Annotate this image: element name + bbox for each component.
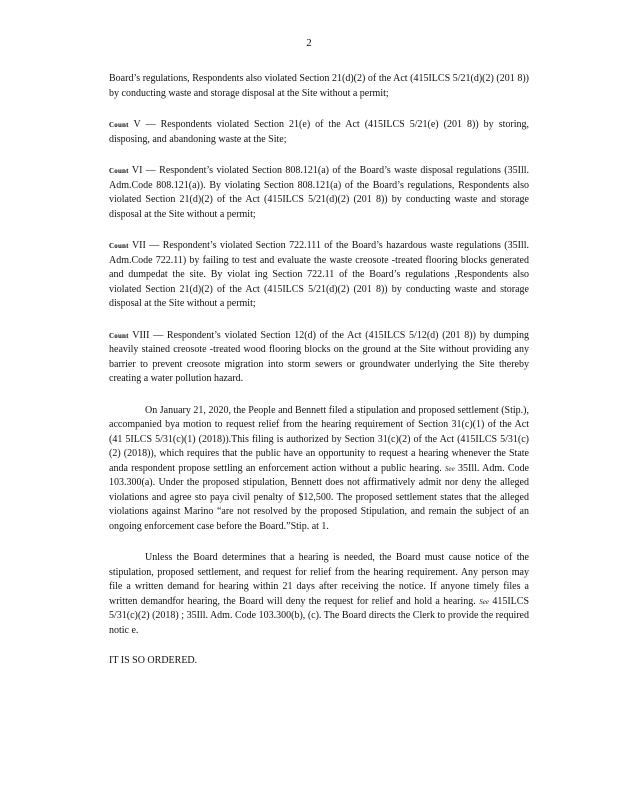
count-vii-paragraph (109, 239, 529, 312)
count-vii-text: VII — Respondent’s violated Section 722.111 of the Board’s hazardous waste regulations (35Ill. Adm.Code 722.11) by failing to test and evaluate the waste creosote -treated flooring blocks generated and dumpedat the site. By violat ing Section 722.11 of the Board’s regulations ,Respondents also violated Section 21(d)(2) of the Act (415ILCS 5/21(d)(2) (201 8)) by conducting waste and storage disposal at the Site without a permit; (109, 240, 529, 309)
hearing-text-2: 415ILCS 5/31(c)(2) (2018) ; 35Ill. Adm. Code 103.300(b), (c). The Board directs the Clerk to provide the required notic e. (109, 595, 530, 636)
stipulation-text-2: 35Ill. Adm. Code 103.300(a). Under the proposed stipulation, Bennett does not affirmatively admit nor deny the alleged violations and agree sto paya civil penalty of $12,500. The proposed settlement states that the alleged violations against Marino “are not resolved by the proposed Stipulation, and remain the subject of an ongoing enforcement case before the Board.”Stip. at 1. (109, 462, 529, 532)
count-vi-paragraph (109, 164, 529, 222)
count-v-label: Count (109, 121, 129, 129)
count-vi-text: VI — Respondent’s violated Section 808.121(a) of the Board’s waste disposal regulations (35Ill. Adm.Code 808.121(a)). By violating Section 808.121(a) of the Board’s regulations, Respondents also violated Section 21(d)(2) of the Act (415ILCS 5/21(d)(2) (201 8)) by conducting waste and storage disposal at the Site without a permit; (109, 165, 529, 220)
hearing-text-1: Unless the Board determines that a hearing is needed, the Board must cause notice of the stipulation, proposed settlement, and request for relief from the hearing requirement. Any person may file a written demand for hearing within 21 days after receiving the notice. If anyone timely files a written demandfor hearing, the Board will deny the request for relief and hold a hearing. (109, 552, 529, 607)
count-viii-label: Count (109, 331, 129, 340)
stipulation-see: See (445, 464, 455, 473)
count-v-text: V — Respondents violated Section 21(e) of the Act (415ILCS 5/21(e) (201 8)) by storing, disposing, and abandoning waste at the Site; (109, 119, 529, 145)
stipulation-text-1: On January 21, 2020, the People and Bennett filed a stipulation and proposed settlement (Stip.), accompanied bya motion to request relief from the hearing requirement of Section 31(c)(1) of the Act (41 5ILCS 5/31(c)(1) (2018)).This filing is authorized by Section 31(c)(2) of the Act (415ILCS 5/31(c)(2) (2018)), which requires that the public have an opportunity to request a hearing whenever the State anda respondent propose settling an enforcement action without a public hearing. (109, 404, 529, 474)
count-vii-label: Count (109, 242, 129, 250)
count-v-paragraph (109, 118, 529, 147)
count-viii-text: VIII — Respondent’s violated Section 12(d) of the Act (415ILCS 5/12(d) (201 8)) by dumping heavily stained creosote -treated wood flooring blocks on the ground at the Site without providing any barrier to prevent creosote migration into storm sewers or groundwater underlying the Site thereby creating a water pollution hazard. (109, 329, 529, 384)
stipulation-paragraph (109, 404, 529, 535)
document-body (109, 72, 529, 669)
page-number: 2 (306, 37, 312, 49)
order-statement: IT IS SO ORDERED. (109, 655, 198, 666)
hearing-see: See (479, 597, 489, 606)
hearing-paragraph (109, 551, 529, 638)
count-vi-label: Count (109, 167, 129, 175)
continued-paragraph: Board’s regulations, Respondents also violated Section 21(d)(2) of the Act (415ILCS 5/21(d)(2) (201 8)) by conducting waste and storage disposal at the Site without a permit; (109, 73, 529, 99)
count-viii-paragraph (109, 329, 529, 387)
